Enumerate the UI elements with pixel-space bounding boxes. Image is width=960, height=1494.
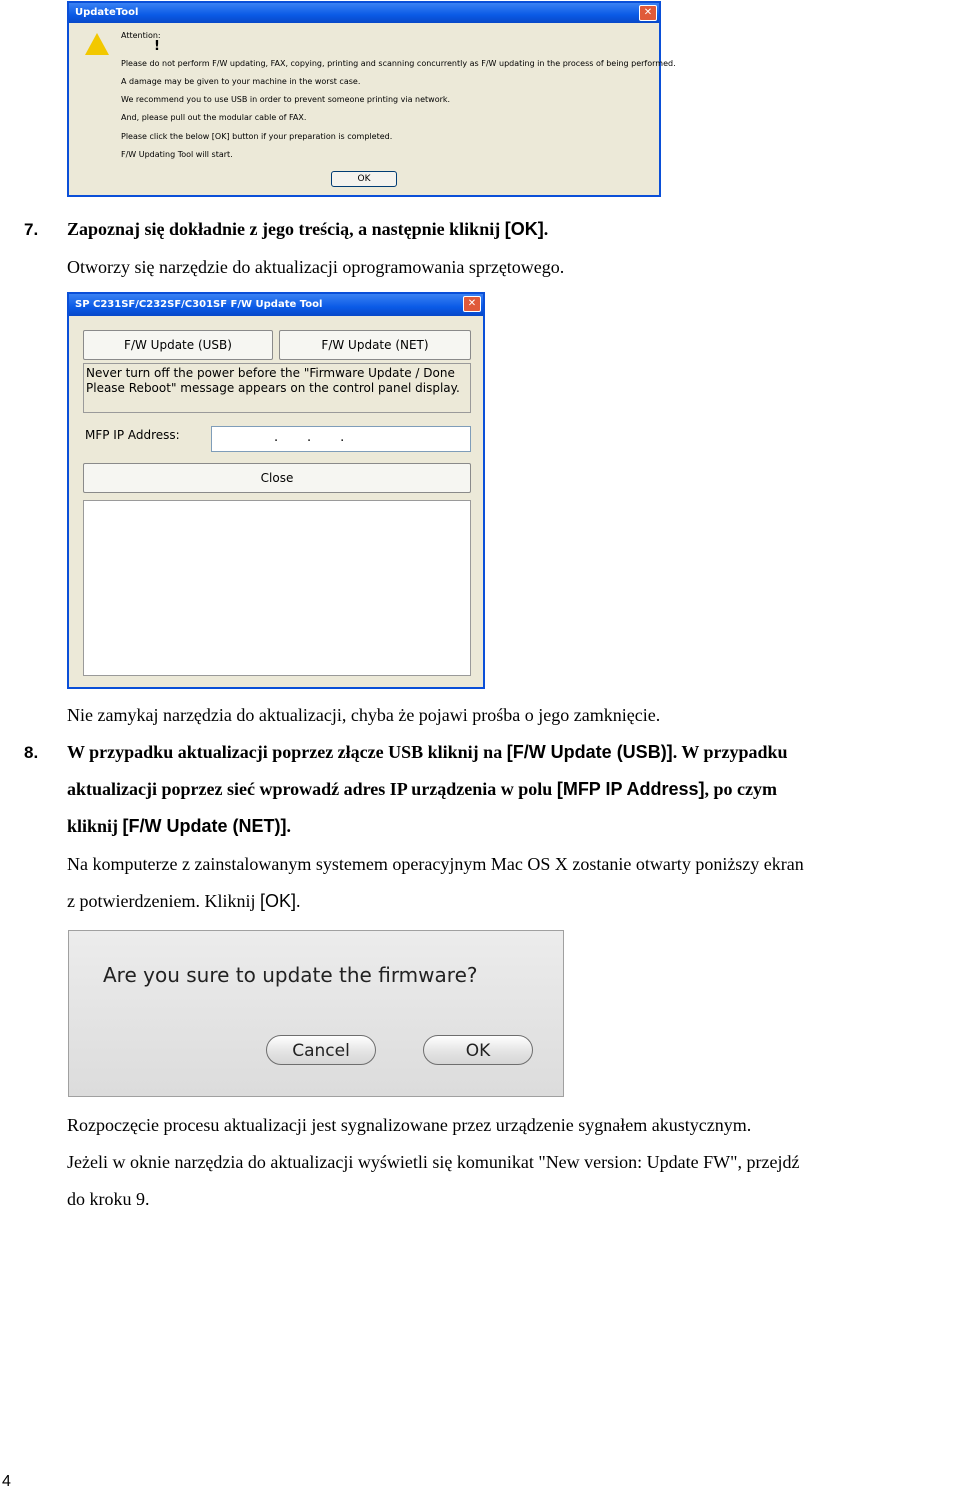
mac-note-line [67,883,300,920]
step7-result: Otworzy się narzędzie do aktualizacji oprogramowania sprzętowego. [67,257,565,277]
mac-note-line: Na komputerze z zainstalowanym systemem operacyjnym Mac OS X zostanie otwarty poniższy ekran [67,854,804,874]
fw-update-usb-button[interactable]: F/W Update (USB) [83,330,273,360]
step7-text-end: . [543,219,549,239]
close-icon[interactable]: ✕ [639,5,657,21]
message-line: Please do not perform F/W updating, FAX, copying, printing and scanning concurrently as F/W updating in the process of being performed. [121,59,676,68]
ok-reference: [OK] [504,219,544,239]
step8-line [67,808,291,845]
step8-text: . W przypadku [672,742,788,762]
step8-line [67,734,788,771]
warning-icon [85,33,109,55]
ok-button[interactable]: OK [331,171,397,187]
close-button[interactable]: Close [83,463,471,493]
dialog-title-bar [69,294,483,316]
fw-update-tool-dialog [67,292,485,689]
do-not-close-note: Nie zamykaj narzędzia do aktualizacji, chyba że pojawi prośba o jego zamknięcie. [67,705,661,725]
update-tool-dialog [67,1,676,197]
step8-text: , po czym [704,779,778,799]
message-line: A damage may be given to your machine in the worst case. [121,77,361,86]
dialog-title: SP C231SF/C232SF/C301SF F/W Update Tool [75,299,323,310]
log-output-area [83,500,471,676]
dialog-title-bar [69,3,659,23]
notice-box [83,363,471,413]
step7-instruction [67,211,548,248]
mac-confirm-dialog [68,930,564,1097]
fw-update-net-button[interactable]: F/W Update (NET) [279,330,471,360]
beep-note: Rozpoczęcie procesu aktualizacji jest sygnalizowane przez urządzenie sygnałem akustycznym. [67,1115,752,1135]
ip-field-reference: [MFP IP Address] [556,779,705,799]
page-number: 4 [2,1473,11,1490]
attention-label: Attention: [121,31,161,40]
step8-text: . [286,816,291,836]
step-number: 8. [24,743,39,762]
new-version-note: do kroku 9. [67,1189,150,1209]
confirm-question: Are you sure to update the firmware? [103,963,478,987]
ok-button[interactable]: OK [423,1035,533,1065]
step8-line [67,771,777,808]
message-line: F/W Updating Tool will start. [121,150,233,159]
new-version-note: Jeżeli w oknie narzędzia do aktualizacji wyświetli się komunikat "New version: Update FW", przejdź [67,1152,800,1172]
step7-text: Zapoznaj się dokładnie z jego treścią, a następnie kliknij [67,219,505,239]
net-button-reference: [F/W Update (NET)] [122,816,287,836]
step8-text: aktualizacji poprzez sieć wprowadź adres IP urządzenia w polu [67,779,557,799]
close-icon[interactable]: ✕ [463,296,481,312]
step-number: 7. [24,220,39,239]
mac-note-text: z potwierdzeniem. Kliknij [67,891,260,911]
notice-line: Never turn off the power before the "Firmware Update / Done [86,366,455,380]
ok-reference: [OK] [259,891,296,911]
dialog-title: UpdateTool [75,7,139,18]
ip-address-input[interactable]: . . . [211,426,471,452]
step8-text: W przypadku aktualizacji poprzez złącze USB kliknij na [67,742,507,762]
message-line: We recommend you to use USB in order to prevent someone printing via network. [121,95,451,104]
ip-address-label: MFP IP Address: [85,428,180,442]
warning-icon-mark: ! [154,39,160,54]
step8-text: kliknij [67,816,123,836]
notice-line: Please Reboot" message appears on the control panel display. [86,381,460,395]
message-line: And, please pull out the modular cable of FAX. [121,113,307,122]
message-line: Please click the below [OK] button if your preparation is completed. [121,132,393,141]
mac-note-text-end: . [295,891,301,911]
usb-button-reference: [F/W Update (USB)] [506,742,673,762]
cancel-button[interactable]: Cancel [266,1035,376,1065]
